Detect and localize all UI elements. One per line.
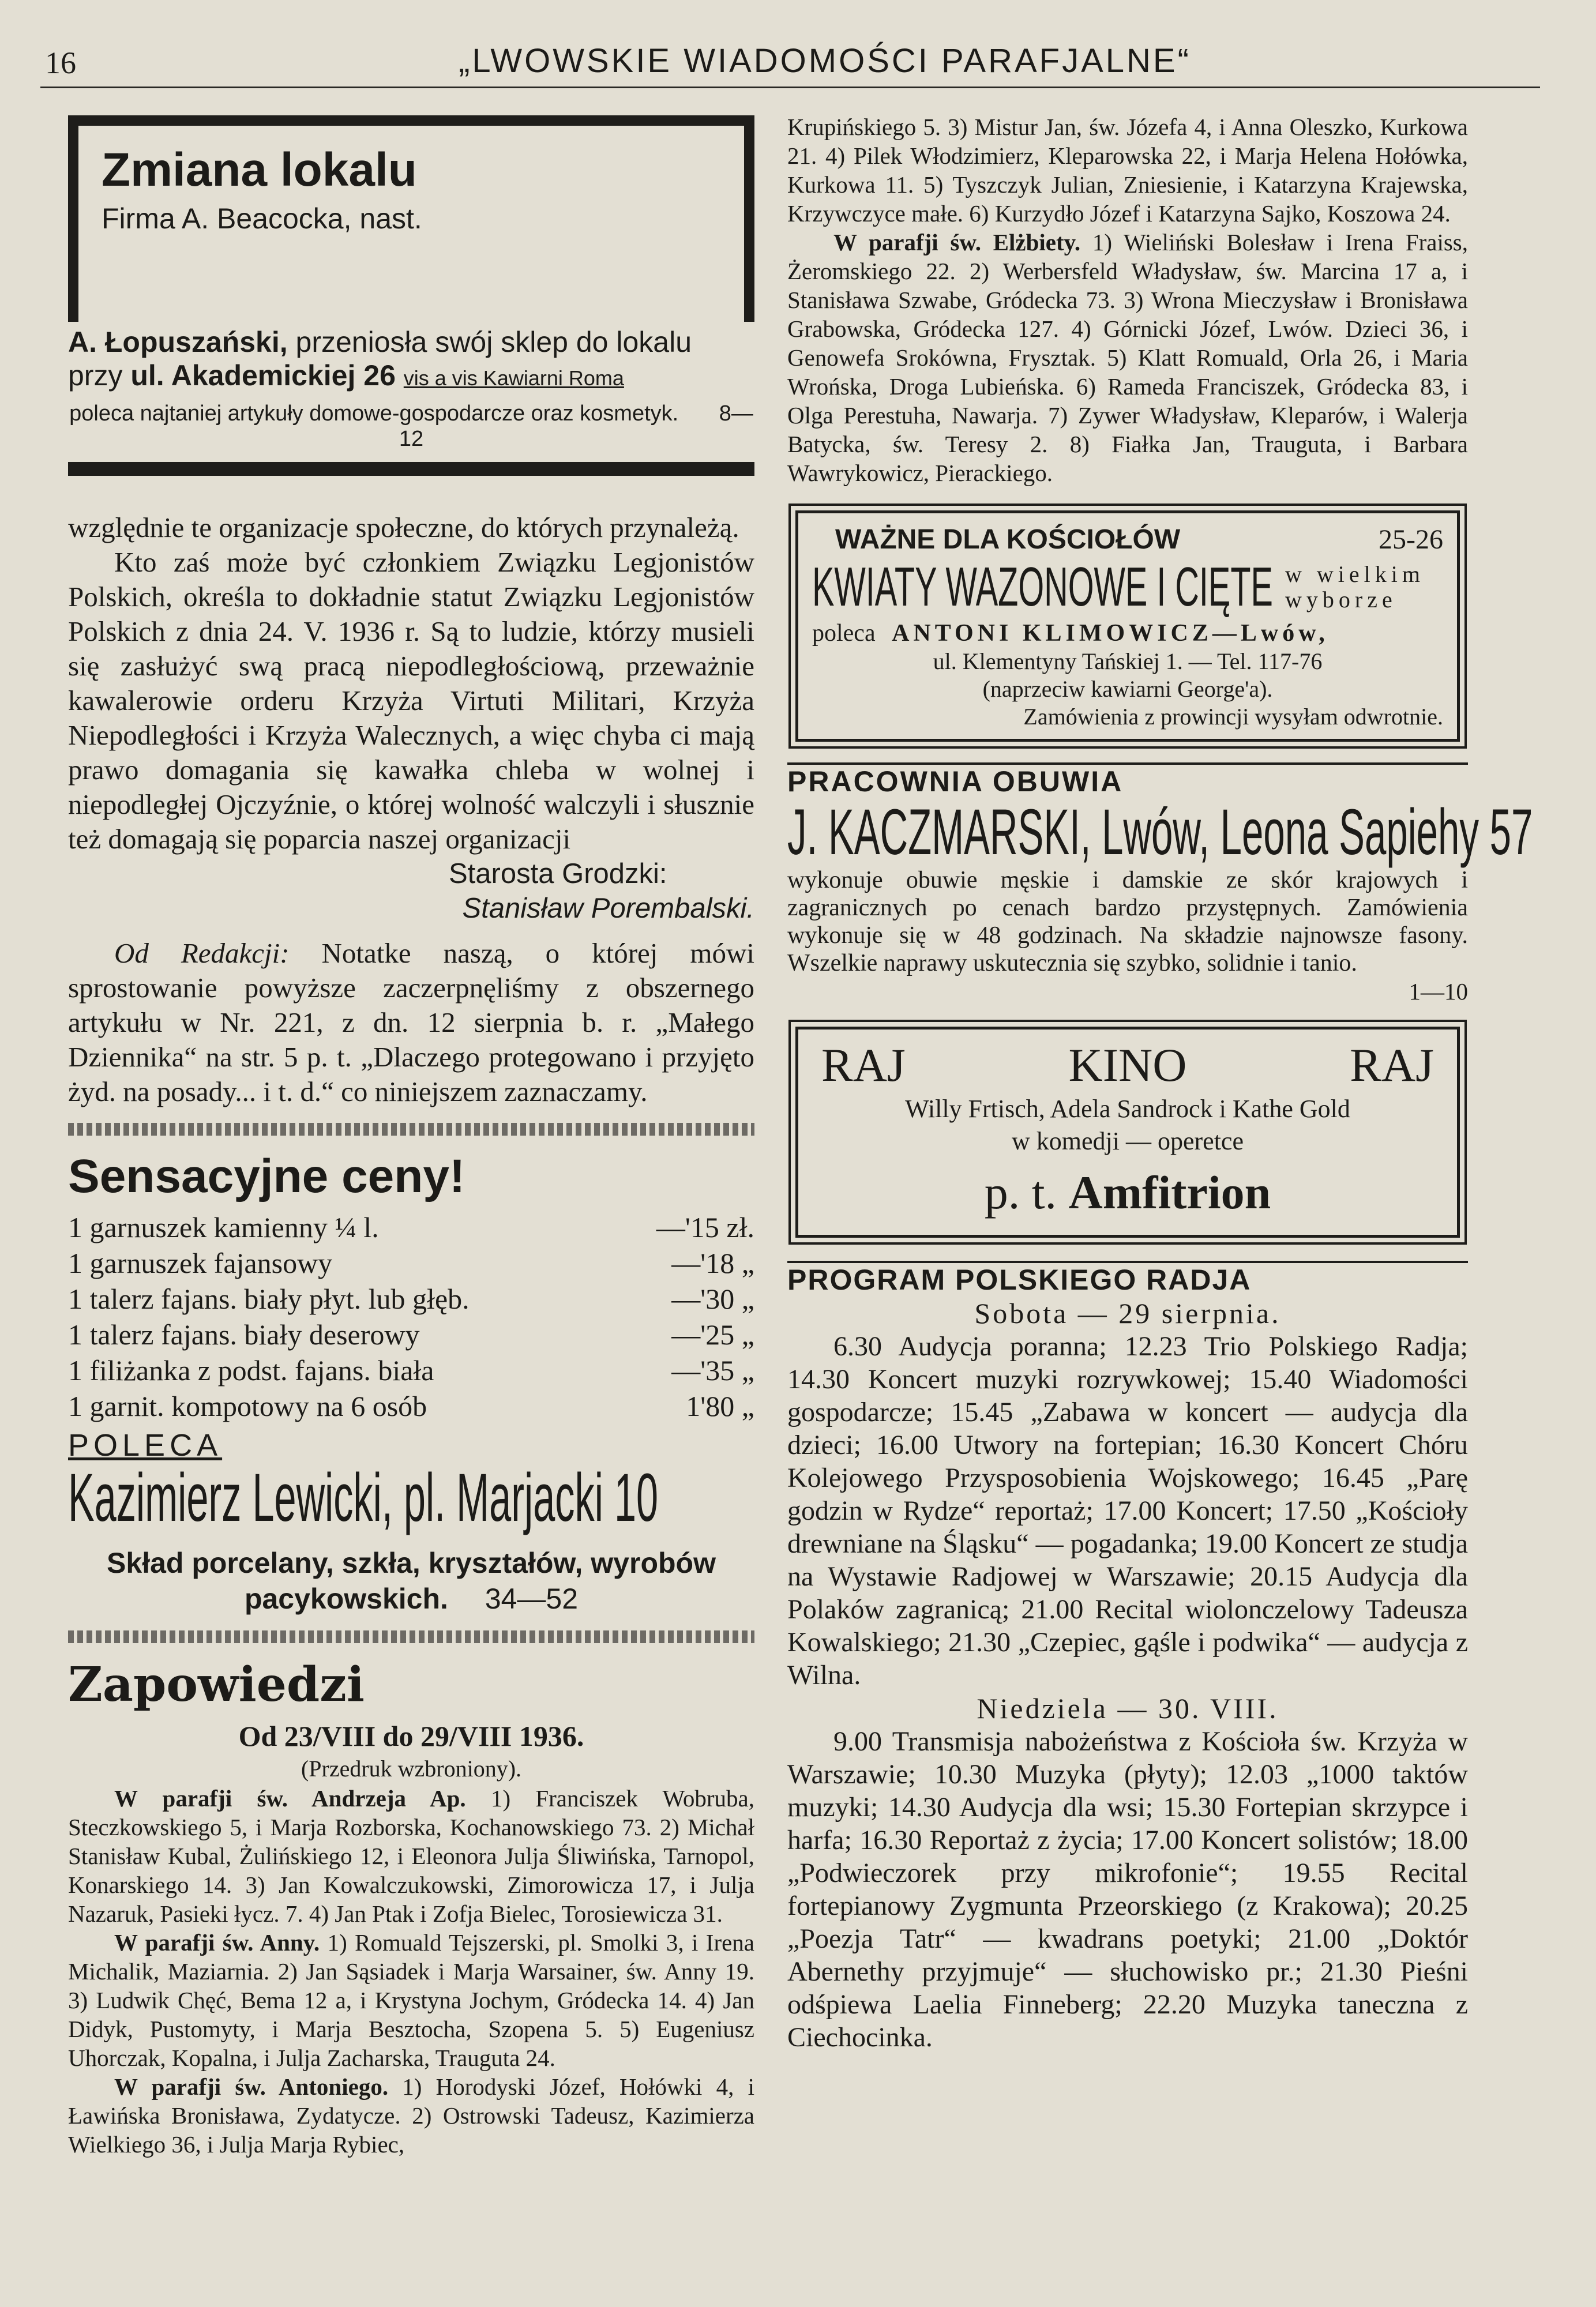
ornament-divider	[68, 1123, 754, 1136]
ad-zmiana-frame	[68, 115, 754, 322]
radio-head: PROGRAM POLSKIEGO RADJA	[787, 1261, 1468, 1297]
parish-anny-head: W parafji św. Anny.	[114, 1929, 320, 1956]
price-list	[68, 1209, 754, 1424]
ad-kino-kino: KINO	[1068, 1039, 1187, 1091]
company-desc: Skład porcelany, szkła, kryształów, wyrobów pacykowskich.	[107, 1547, 716, 1615]
editor-note-text: Notatke naszą, o której mówi sprostowanie powyższe zaczerpnęliśmy z obszernego artykułu w Nr. 221, z dn. 12 sierpnia b. r. „Małego Dziennika“ na str. 5 p. t. „Dlaczego protegowano i przyjęto żyd. na posady... i t. d.“ co niniejszem zaznaczamy.	[68, 937, 754, 1107]
company-name: Kazimierz Lewicki, pl. Marjacki 10	[68, 1460, 659, 1536]
company-code: 34—52	[485, 1583, 579, 1615]
parish-elzbiety-text: 1) Wieliński Bolesław i Irena Fraiss, Żeromskiego 22. 2) Werbersfeld Władysław, św. Marcina 17 a, i Stanisława Szwabe, Gródecka 73. 3) Wrona Mieczysław i Bronisława Grabowska, Gródecka 127. 4) Górnicki Józef, Lwów. Dzieci 36, i Genowefa Srokówna, Frysztak. 5) Klatt Romuald, Orla 26, i Maria Wrońska, Droga Lubieńska. 6) Rameda Franciszek, Gródecka 83, i Olga Perestuha, Nawarja. 7) Zywer Władysław, Kleparów, i Walerja Batycka, św. Teresy 2. 8) Fiałka Jan, Trauguta, i Barbara Wawrykowicz, Pierackiego.	[787, 229, 1468, 486]
parish-andrzej-head: W parafji św. Andrzeja Ap.	[114, 1785, 466, 1812]
ad-kino-top-line	[821, 1038, 1434, 1093]
ad-zmiana-address: ul. Akademickiej 26	[130, 359, 396, 392]
ad-obuwie-code: 1—10	[1409, 978, 1468, 1005]
parish-anny-text: 1) Romuald Tejszerski, pl. Smolki 3, i Irena Michalik, Maziarnia. 2) Jan Sąsiadek i Marja Warsainer, św. Anny 19. 3) Ludwik Chęć, Bema 12 a, i Krystyna Jochym, Gródecka 14. 4) Jan Didyk, Pustomyty, i Marja Besztocha, Szopena 5. 5) Eugeniusz Uhorczak, Kopalna, i Julja Zacharska, Trauguta 24.	[68, 1929, 754, 2071]
running-title: „LWOWSKIE WIADOMOŚCI PARAFJALNE“	[459, 42, 1191, 80]
price-item-name: 1 garnit. kompotowy na 6 osób	[68, 1390, 427, 1422]
price-row	[68, 1245, 754, 1281]
ad-kwiaty-poleca: poleca	[812, 620, 876, 647]
ad-kwiaty-code: 25-26	[1379, 524, 1443, 555]
parish-anny	[68, 1928, 754, 2072]
ad-zmiana-vis: vis a vis Kawiarni Roma	[403, 366, 624, 390]
zapowiedzi-dates: Od 23/VIII do 29/VIII 1936.	[238, 1720, 584, 1752]
price-row	[68, 1352, 754, 1388]
page-number: 16	[45, 46, 76, 80]
article-paragraph-2: Kto zaś może być członkiem Związku Legjonistów Polskich, określa to dokładnie statut Związku Legjonistów Polskich z dnia 24. V. 1936 r. Są to ludzie, którzy musieli się zasłużyć swą pracą niepodległościową, przeważnie kawalerowie orderu Krzyża Virtuti Militari, Krzyża Niepodległości i Krzyża Walecznych, a więc chyba ci mają prawo domagania się kawałka chleba w wolnej i niepodległej Ojczyźnie, o której wolność walczyli i słusznie też domagają się poparcia naszej organizacji	[68, 546, 754, 855]
editor-note-paragraph	[68, 936, 754, 1109]
ad-zmiana-owner: A. Łopuszański,	[68, 326, 288, 358]
price-item-name: 1 filiżanka z podst. fajans. biała	[68, 1354, 434, 1387]
signer-name: Stanisław Porembalski.	[462, 893, 754, 924]
price-row	[68, 1317, 754, 1352]
ad-obuwie-banner	[787, 796, 1533, 868]
parish-andrzej	[68, 1784, 754, 1928]
company-banner	[68, 1460, 754, 1536]
price-item-name: 1 garnuszek kamienny ¼ l.	[68, 1211, 379, 1243]
ad-kwiaty-orders: Zamówienia z prowincji wysyłam odwrotnie.	[1023, 704, 1443, 730]
zapowiedzi-note: (Przedruk wzbroniony).	[301, 1756, 522, 1782]
price-item-name: 1 garnuszek fajansowy	[68, 1247, 333, 1279]
ad-zmiana-firma: Firma A. Beacocka, nast.	[102, 202, 422, 235]
radio-day2: Niedziela — 30. VIII.	[977, 1692, 1279, 1724]
ad-zmiana-address-line	[68, 359, 754, 395]
ad-kino-raj-left: RAJ	[821, 1039, 906, 1091]
left-column	[68, 115, 754, 2159]
signer-title: Starosta Grodzki:	[449, 858, 667, 889]
ad-kino-pt: p. t.	[984, 1166, 1057, 1219]
ad-kino-cast: Willy Frtisch, Adela Sandrock i Kathe Gold	[905, 1095, 1350, 1123]
price-row	[68, 1281, 754, 1317]
ad-zmiana-address-prefix: przy	[68, 359, 123, 392]
ad-zmiana-offer: poleca najtaniej artykuły domowe-gospodarcze oraz kosmetyk.	[69, 401, 679, 426]
parish-andrzej-text: 1) Franciszek Wobruba, Steczkowskiego 5, i Marja Rozborska, Kochanowskiego 73. 2) Michał Stanisław Kubal, Żulińskiego 12, i Eleonora Julja Śliwińska, Tarnopol, Konarskiego 14. 3) Jan Kowalczukowski, Zimorowicza 17, i Julja Nazaruk, Pasieki łycz. 7. 4) Jan Ptak i Zofja Bielec, Torosiewicza 31.	[68, 1785, 754, 1927]
ad-kwiaty-top-line	[812, 524, 1443, 555]
price-item-price: —'30 „	[671, 1283, 754, 1315]
ad-kwiaty-big: KWIATY WAZONOWE I CIĘTE	[812, 556, 1273, 618]
price-item-price: 1'80 „	[686, 1390, 754, 1422]
price-item-name: 1 talerz fajans. biały płyt. lub głęb.	[68, 1283, 470, 1315]
radio-day1: Sobota — 29 sierpnia.	[974, 1297, 1281, 1329]
poleca-label: POLECA	[68, 1428, 223, 1463]
ad-zmiana-offer-line	[68, 401, 754, 452]
ad-zmiana-bottom-bar	[68, 462, 754, 476]
ad-kino-title-line	[821, 1161, 1434, 1224]
ad-zmiana-title: Zmiana lokalu	[102, 144, 417, 196]
ad-kino-genre: w komedji — operetce	[1012, 1127, 1244, 1155]
ad-zmiana-owner-line	[68, 325, 754, 359]
ornament-divider-2	[68, 1630, 754, 1643]
zapowiedzi-title: Zapowiedzi	[68, 1657, 365, 1712]
parish-antoni-cont: Krupińskiego 5. 3) Mistur Jan, św. Józefa 4, i Anna Oleszko, Kurkowa 21. 4) Pilek Włodzimierz, Kleparowska 22, i Marja Helena Hołówka, Kurkowa 11. 5) Tyszczyk Julian, Zniesienie, i Katarzyna Krajewska, Krzywczyce małe. 6) Kurzydło Józef i Katarzyna Sajko, Koszowa 24.	[787, 114, 1468, 227]
ad-kwiaty-wyborze: wyborze	[1285, 587, 1397, 613]
editor-note-label: Od Redakcji:	[114, 937, 290, 969]
ad-kwiaty-top: WAŻNE DLA KOŚCIOŁÓW	[835, 524, 1181, 555]
price-row	[68, 1209, 754, 1245]
price-item-name: 1 talerz fajans. biały deserowy	[68, 1318, 420, 1351]
ad-obuwie-big: J. KACZMARSKI, Lwów, Leona Sapiehy 57	[787, 796, 1533, 868]
parish-elzbiety-head: W parafji św. Elżbiety.	[833, 229, 1081, 256]
right-column	[787, 112, 1533, 2054]
ad-zmiana-code: 8—12	[399, 401, 753, 451]
radio-day2-text: 9.00 Transmisja nabożeństwa z Kościoła św. Krzyża w Warszawie; 10.30 Muzyka (płyty); 12.03 „1000 taktów muzyki; 14.30 Audycja dla wsi; 15.30 Fortepian skrzypce i harfa; 16.30 Reportaż z życia; 17.00 Koncert solistów; 18.00 „Podwieczorek przy mikrofonie“; 19.55 Recital fortepianowy Zygmunta Przeorskiego (z Krakowa); 20.25 „Poezja Tatr“ — kwadrans poetyki; 21.00 „Doktór Abernethy przyjmuje“ — słuchowisko pr.; 21.30 Pieśni odśpiewa Laelia Finneberg; 22.20 Muzyka taneczna z Ciechocinka.	[787, 1726, 1468, 2053]
ad-kino-raj-right: RAJ	[1350, 1039, 1434, 1091]
price-item-price: —'15 zł.	[656, 1211, 754, 1243]
ad-kwiaty-big-line	[812, 555, 1443, 619]
radio-day1-text: 6.30 Audycja poranna; 12.23 Trio Polskiego Radja; 14.30 Koncert muzyki rozrywkowej; 15.40 Wiadomości gospodarcze; 15.45 „Zabawa w koncert — audycja dla dzieci; 16.00 Utwory na fortepian; 16.30 Koncert Chóru Kolejowego Przysposobienia Wojskowego; 16.45 „Parę godzin w Rydze“ reportaż; 17.00 Koncert; 17.50 „Kościoły drewniane na Śląsku“ — pogadanka; 19.00 Koncert ze studja na Wystawie Radjowej w Warszawie; 20.15 Audycja dla Polaków zagranicą; 21.00 Recital wiolonczelowy Tadeusza Kowalskiego; 21.30 „Czepiec, gąśle i podwika“ — audycja z Wilna.	[787, 1331, 1468, 1690]
ad-kwiaty	[795, 510, 1460, 742]
ad-zmiana-moved: przeniosła swój sklep do lokalu	[295, 326, 692, 358]
parish-elzbiety	[787, 228, 1468, 487]
ad-kwiaty-address: ul. Klementyny Tańskiej 1. — Tel. 117-76	[933, 648, 1323, 674]
ad-kino-title: Amfitrion	[1068, 1166, 1271, 1219]
price-item-price: —'25 „	[671, 1318, 754, 1351]
ad-kwiaty-name: ANTONI KLIMOWICZ—Lwów,	[892, 620, 1329, 647]
header-rule	[40, 87, 1540, 88]
ad-obuwie-text: wykonuje obuwie męskie i damskie ze skór krajowych i zagranicznych po cenach bardzo przystępnych. Zamówienia wykonuje się w 48 godzinach. Na składzie najnowsze fasony. Wszelkie naprawy uskutecznia się szybko, solidnie i tanio.	[787, 867, 1468, 976]
parish-antoni-head: W parafji św. Antoniego.	[114, 2073, 389, 2100]
ad-kwiaty-wielkim: w wielkim	[1285, 561, 1425, 587]
ad-kwiaty-poleca-line	[812, 619, 1443, 648]
ad-kwiaty-opposite: (naprzeciw kawiarni George'a).	[982, 676, 1273, 702]
ad-kino	[795, 1027, 1460, 1238]
price-item-price: —'18 „	[671, 1247, 754, 1279]
ad-zmiana-lokalu	[68, 115, 754, 476]
ad-obuwie-head: PRACOWNIA OBUWIA	[787, 762, 1468, 798]
company-desc-line	[68, 1545, 754, 1617]
ad-kwiaty-side	[1285, 562, 1425, 613]
parish-antoni	[68, 2072, 754, 2159]
price-item-price: —'35 „	[671, 1354, 754, 1387]
price-row	[68, 1388, 754, 1424]
article-paragraph-1: względnie te organizacje społeczne, do których przynależą.	[68, 512, 739, 543]
sensacyjne-title: Sensacyjne ceny!	[68, 1150, 465, 1203]
parish-antoni-text: 1) Horodyski Józef, Hołówki 4, i Ławińska Bronisława, Zydatycze. 2) Ostrowski Tadeusz, Kazimierza Wielkiego 36, i Julja Marja Rybiec,	[68, 2073, 754, 2158]
